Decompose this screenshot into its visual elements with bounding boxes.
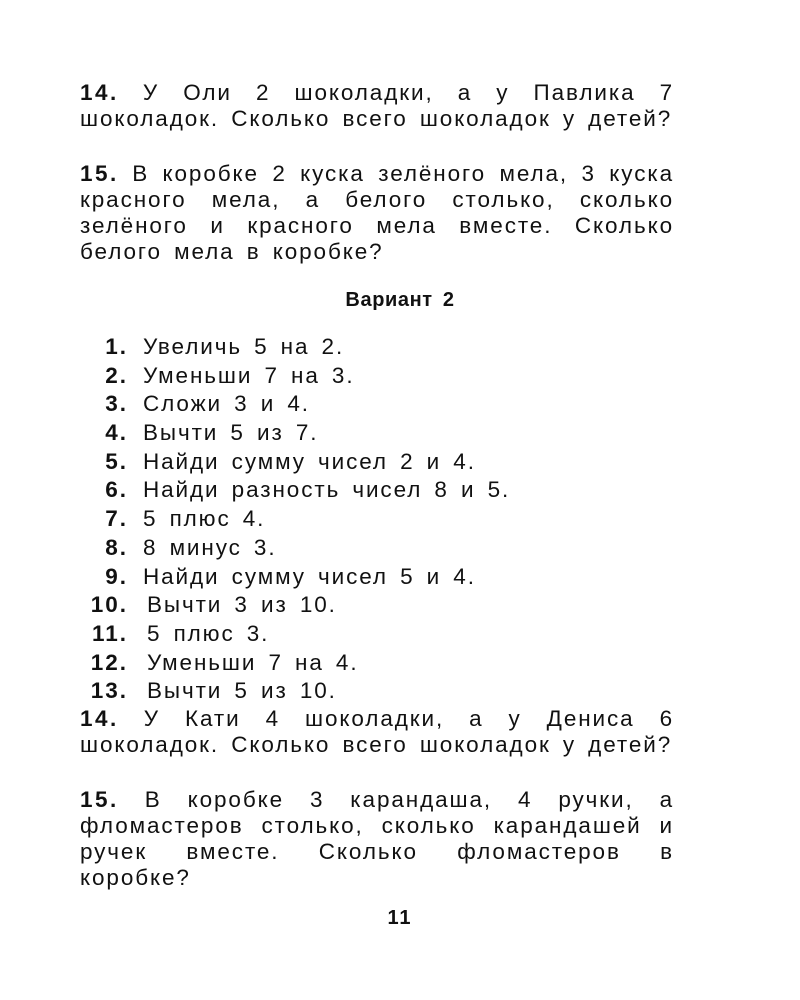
list-item (0, 505, 800, 534)
item-number: 13. (90, 678, 128, 704)
list-item (0, 620, 800, 649)
item-number: 9. (105, 563, 128, 589)
item-text: Сложи 3 и 4. (143, 391, 310, 417)
list-item (0, 649, 800, 678)
problem-text: У Оли 2 шоколадки, а у Павлика 7 шоколадок. Сколько всего шоколадок у детей? (80, 80, 675, 131)
item-number: 8. (105, 534, 128, 560)
item-number: 11. (91, 620, 128, 646)
list-item (0, 677, 800, 706)
page-number: 11 (387, 907, 413, 929)
item-number: 7. (105, 506, 128, 532)
list-item (0, 362, 800, 391)
item-number: 3. (105, 391, 128, 417)
item-number: 2. (105, 362, 128, 388)
problem-15-top (80, 161, 674, 265)
item-number: 6. (105, 477, 128, 503)
task-list (0, 333, 800, 706)
item-text: Вычти 5 из 10. (147, 678, 337, 704)
item-number: 12. (90, 649, 128, 675)
problem-14-top (80, 80, 674, 132)
item-number: 10. (90, 592, 128, 618)
variant-title: Вариант 2 (345, 289, 455, 311)
list-item (0, 534, 800, 563)
problem-text: В коробке 2 куска зелёного мела, 3 куска красного мела, а белого столько, сколько зелёного и красного мела вместе. Сколько белого мела в коробке? (80, 161, 674, 264)
problem-text: В коробке 3 карандаша, 4 ручки, а фломастеров столько, сколько карандашей и ручек вместе. Сколько фломастеров в коробке? (80, 787, 675, 890)
item-text: 5 плюс 3. (147, 620, 270, 646)
item-text: Вычти 3 из 10. (147, 592, 337, 618)
problem-15-bottom (80, 787, 674, 891)
item-text: Найди сумму чисел 2 и 4. (143, 448, 476, 474)
item-text: Уменьши 7 на 3. (143, 362, 355, 388)
problem-number: 15. (80, 787, 119, 812)
item-number: 5. (105, 448, 128, 474)
list-item (0, 476, 800, 505)
item-text: Уменьши 7 на 4. (147, 649, 359, 675)
problem-14-bottom (80, 706, 674, 758)
problem-number: 15. (80, 161, 119, 186)
problem-number: 14. (80, 706, 119, 731)
list-item (0, 563, 800, 592)
list-item (0, 591, 800, 620)
item-text: Найди разность чисел 8 и 5. (143, 477, 511, 503)
problem-number: 14. (80, 80, 119, 105)
list-item (0, 448, 800, 477)
item-number: 4. (105, 420, 128, 446)
item-text: 5 плюс 4. (143, 506, 266, 532)
item-text: 8 минус 3. (143, 534, 277, 560)
list-item (0, 333, 800, 362)
problem-text: У Кати 4 шоколадки, а у Дениса 6 шоколадок. Сколько всего шоколадок у детей? (80, 706, 675, 757)
item-number: 1. (105, 334, 128, 359)
item-text: Вычти 5 из 7. (143, 420, 319, 446)
list-item (0, 390, 800, 419)
list-item (0, 419, 800, 448)
item-text: Найди сумму чисел 5 и 4. (143, 563, 476, 589)
item-text: Увеличь 5 на 2. (143, 334, 345, 359)
